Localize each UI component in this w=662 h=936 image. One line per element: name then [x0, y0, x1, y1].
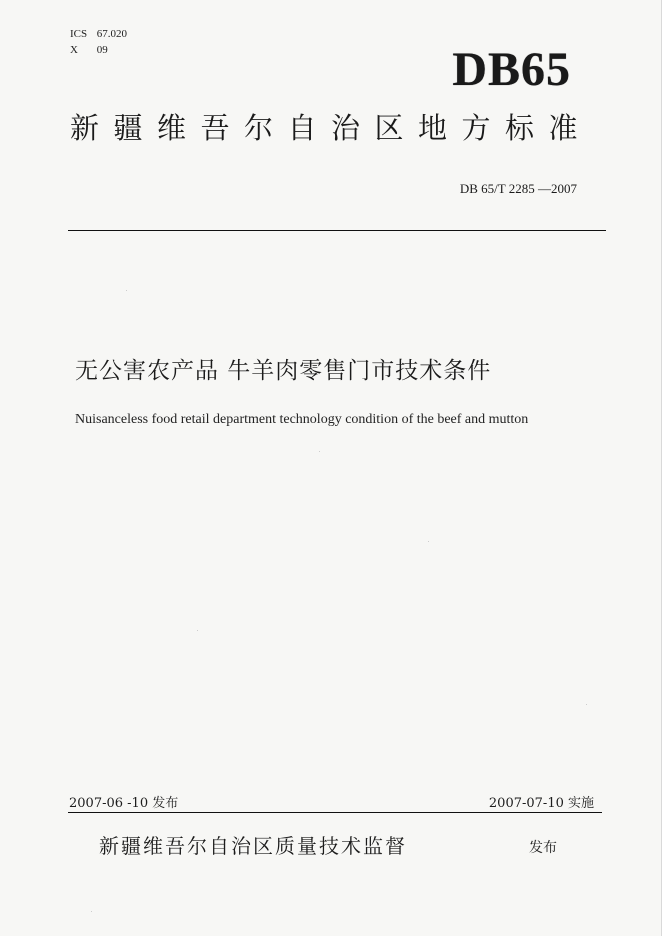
scan-speck [126, 290, 127, 291]
ics-value: 67.020 [96, 28, 127, 40]
document-title-en: Nuisanceless food retail department technology condition of the beef and mutton [75, 412, 529, 427]
document-title-cn: 无公害农产品 牛羊肉零售门市技术条件 [75, 358, 492, 384]
scan-speck [586, 704, 587, 705]
ics-label: ICS [70, 28, 88, 40]
scan-speck [91, 911, 92, 912]
publish-date: 2007-06 -10 发布 [69, 796, 179, 811]
issuing-authority: 新疆维吾尔自治区质量技术监督 [99, 834, 407, 858]
category-classification [70, 45, 108, 56]
standard-badge: DB65 [452, 43, 571, 96]
implement-date: 2007-07-10 实施 [488, 796, 594, 811]
issuing-action: 发布 [529, 840, 557, 856]
top-divider [68, 230, 606, 231]
standard-code: DB 65/T 2285 —2007 [459, 181, 577, 196]
scan-speck [428, 541, 429, 542]
ics-classification [70, 29, 127, 40]
scan-speck [319, 451, 320, 452]
organization-title: 新疆维吾尔自治区地方标准 [70, 111, 593, 145]
scan-speck [197, 630, 198, 631]
category-value: 09 [96, 44, 108, 56]
category-label: X [70, 44, 78, 56]
bottom-divider [68, 812, 602, 813]
